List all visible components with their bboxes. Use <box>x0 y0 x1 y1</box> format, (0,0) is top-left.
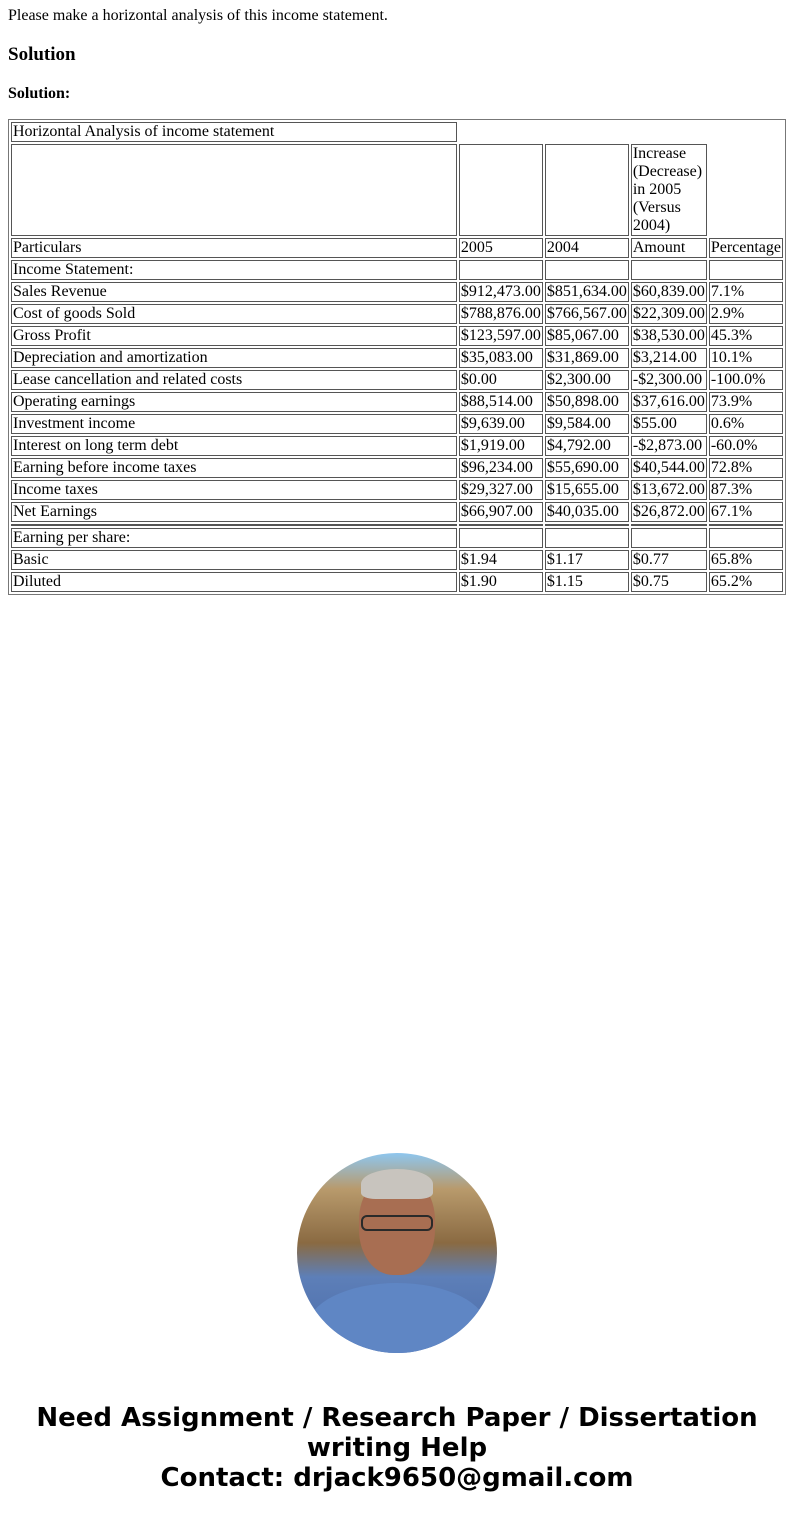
table-cell: $788,876.00 <box>460 305 541 322</box>
table-cell: $96,234.00 <box>459 458 543 478</box>
table-row <box>11 436 783 456</box>
header-2005: 2005 <box>459 238 543 258</box>
table-cell: 87.3% <box>709 480 783 500</box>
table-row <box>11 458 783 478</box>
table-cell: $31,869.00 <box>545 348 629 368</box>
table-cell: -60.0% <box>709 436 783 456</box>
table-cell: $912,473.00 <box>460 283 541 300</box>
footer-line-1: Need Assignment / Research Paper / Dissertation <box>36 1403 758 1433</box>
increase-decrease-header: Increase (Decrease) in 2005 (Versus 2004) <box>631 144 707 236</box>
table-cell: 65.2% <box>709 572 783 592</box>
table-cell: Net Earnings <box>11 502 457 522</box>
table-cell: $9,639.00 <box>459 414 543 434</box>
table-cell: $55,690.00 <box>545 458 629 478</box>
table-cell: $60,839.00 <box>632 283 705 300</box>
table-cell: $37,616.00 <box>632 393 705 410</box>
table-cell: $13,672.00 <box>632 481 705 498</box>
table-cell: $88,514.00 <box>459 392 543 412</box>
table-cell: $22,309.00 <box>632 305 705 322</box>
glasses <box>361 1215 433 1231</box>
table-row <box>11 282 783 302</box>
table-cell: -100.0% <box>709 370 783 390</box>
table-cell: $1.17 <box>545 550 629 570</box>
eps-row <box>11 550 783 570</box>
footer-banner <box>0 1403 794 1493</box>
table-cell: 67.1% <box>709 502 783 522</box>
empty-cell <box>545 144 629 236</box>
table-row <box>11 304 783 324</box>
author-photo <box>297 1153 497 1353</box>
title-row <box>11 122 783 142</box>
section-row <box>11 260 783 280</box>
table-cell: $66,907.00 <box>459 502 543 522</box>
table-cell: Cost of goods Sold <box>11 304 457 324</box>
table-row <box>11 348 783 368</box>
table-cell: $2,300.00 <box>545 370 629 390</box>
table-cell: $26,872.00 <box>632 503 705 520</box>
table-cell: $35,083.00 <box>459 348 543 368</box>
table-row <box>11 326 783 346</box>
question-text: Please make a horizontal analysis of this income statement. <box>8 7 388 24</box>
table-cell: $1,919.00 <box>459 436 543 456</box>
table-cell: Basic <box>11 550 457 570</box>
table-cell: $1.90 <box>459 572 543 592</box>
table-cell: $40,035.00 <box>545 502 629 522</box>
table-cell: $0.75 <box>631 572 707 592</box>
table-cell: 45.3% <box>709 326 783 346</box>
table-cell: $1.94 <box>459 550 543 570</box>
header-particulars: Particulars <box>11 238 457 258</box>
table-cell: 0.6% <box>709 414 783 434</box>
table-cell: Operating earnings <box>11 392 457 412</box>
table-row <box>11 392 783 412</box>
column-header-row <box>11 238 783 258</box>
table-row <box>11 502 783 522</box>
table-cell: $123,597.00 <box>460 327 541 344</box>
table-cell: -$2,300.00 <box>631 370 707 390</box>
table-cell: $40,544.00 <box>632 459 705 476</box>
table-cell: $55.00 <box>631 414 707 434</box>
solution-heading: Solution <box>8 44 76 65</box>
table-cell: $0.00 <box>459 370 543 390</box>
table-row <box>11 480 783 500</box>
solution-label: Solution: <box>8 85 71 102</box>
group-header-row <box>11 144 783 236</box>
table-row <box>11 370 783 390</box>
table-cell: -$2,873.00 <box>631 436 707 456</box>
table-cell: $3,214.00 <box>631 348 707 368</box>
section-row <box>11 528 783 548</box>
table-cell: Earning before income taxes <box>11 458 457 478</box>
table-cell: 2.9% <box>709 304 783 324</box>
table-cell: $9,584.00 <box>545 414 629 434</box>
table-cell: $50,898.00 <box>545 392 629 412</box>
empty-cell <box>11 144 457 236</box>
divider-row <box>11 524 783 526</box>
table-cell: 7.1% <box>709 282 783 302</box>
table-row <box>11 414 783 434</box>
table-cell: 73.9% <box>709 392 783 412</box>
table-cell: $29,327.00 <box>459 480 543 500</box>
table-cell: Diluted <box>11 572 457 592</box>
header-percentage: Percentage <box>710 239 781 256</box>
section-income-statement: Income Statement: <box>11 260 457 280</box>
table-cell: $38,530.00 <box>632 327 705 344</box>
table-cell: 65.8% <box>709 550 783 570</box>
table-cell: Income taxes <box>11 480 457 500</box>
table-cell: $851,634.00 <box>546 283 627 300</box>
table-cell: 72.8% <box>709 458 783 478</box>
table-cell: Gross Profit <box>11 326 457 346</box>
table-cell: $1.15 <box>545 572 629 592</box>
table-cell: $15,655.00 <box>545 480 629 500</box>
table-cell: $85,067.00 <box>545 326 629 346</box>
table-cell: Interest on long term debt <box>11 436 457 456</box>
horizontal-analysis-table <box>8 119 786 595</box>
header-amount: Amount <box>631 238 707 258</box>
table-cell: 10.1% <box>709 348 783 368</box>
empty-cell <box>459 144 543 236</box>
table-cell: Lease cancellation and related costs <box>11 370 457 390</box>
header-2004: 2004 <box>545 238 629 258</box>
table-cell: $766,567.00 <box>546 305 627 322</box>
eps-row <box>11 572 783 592</box>
table-cell: Investment income <box>11 414 457 434</box>
table-cell: $4,792.00 <box>545 436 629 456</box>
table-cell: $0.77 <box>631 550 707 570</box>
section-eps: Earning per share: <box>11 528 457 548</box>
table-cell: Sales Revenue <box>11 282 457 302</box>
footer-line-2: writing Help <box>306 1433 488 1463</box>
table-cell: Depreciation and amortization <box>11 348 457 368</box>
table-title: Horizontal Analysis of income statement <box>11 122 457 142</box>
footer-contact: Contact: drjack9650@gmail.com <box>160 1463 634 1493</box>
